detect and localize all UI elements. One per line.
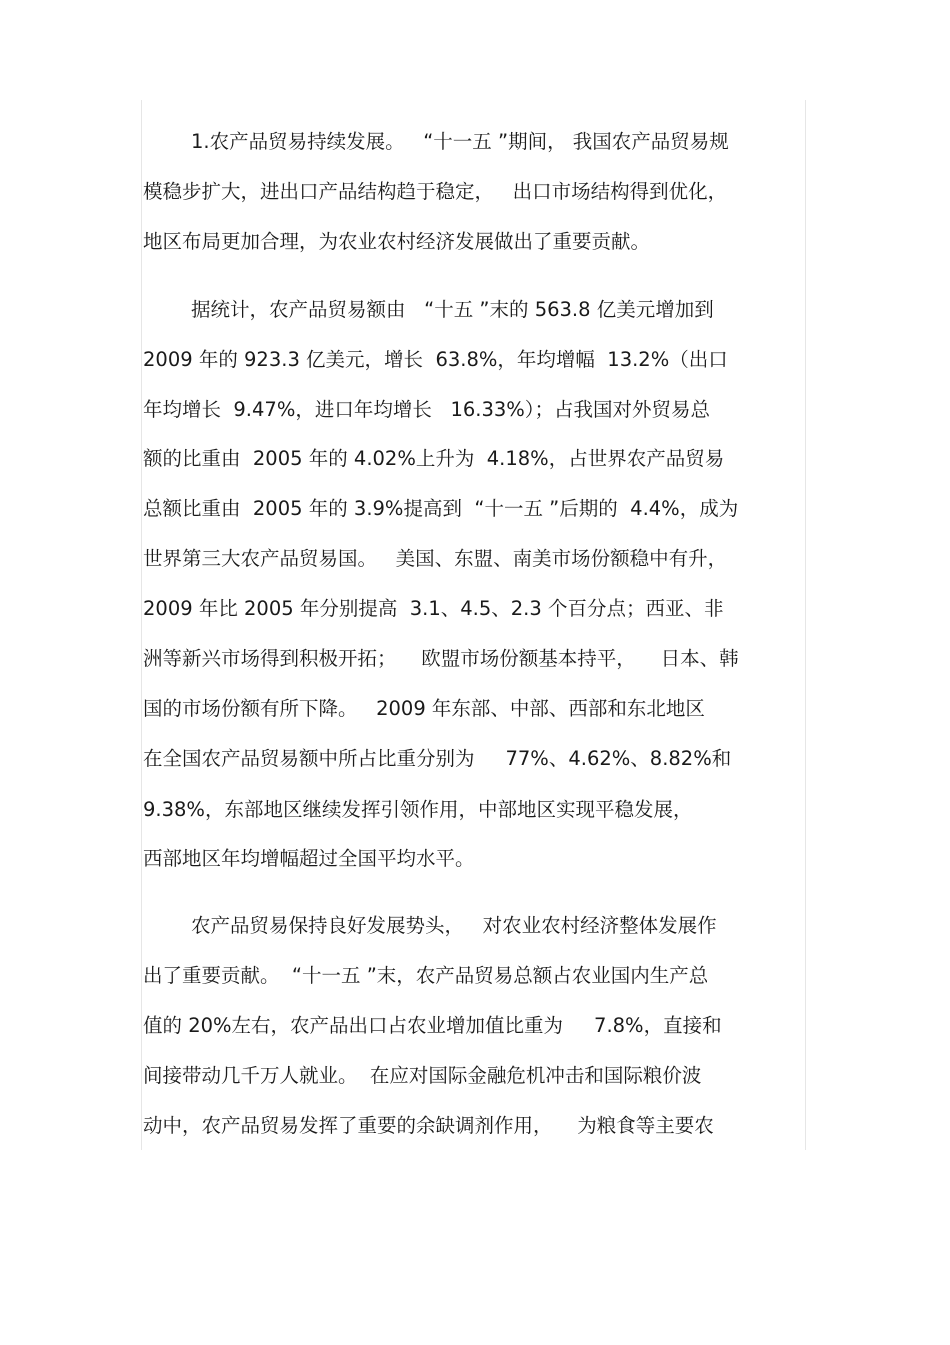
text-line: 国的市场份额有所下降。 2009 年东部、中部、西部和东北地区: [143, 697, 705, 720]
text-line: 2009 年的 923.3 亿美元，增长 63.8%，年均增幅 13.2%（出口: [143, 348, 728, 371]
text-line: 1.农产品贸易持续发展。 “十一五 ”期间， 我国农产品贸易规: [191, 130, 729, 153]
text-line: 值的 20%左右，农产品出口占农业增加值比重为 7.8%，直接和: [143, 1014, 722, 1037]
text-line: 9.38%，东部地区继续发挥引领作用，中部地区实现平稳发展，: [143, 798, 693, 821]
right-margin-rule: [805, 100, 806, 1150]
text-line: 年均增长 9.47%，进口年均增长 16.33%）；占我国对外贸易总: [143, 398, 711, 421]
text-line: 据统计，农产品贸易额由 “十五 ”末的 563.8 亿美元增加到: [191, 298, 714, 321]
text-line: 动中，农产品贸易发挥了重要的余缺调剂作用， 为粮食等主要农: [143, 1114, 714, 1137]
text-line: 在全国农产品贸易额中所占比重分别为 77%、4.62%、8.82%和: [143, 747, 732, 770]
text-line: 西部地区年均增幅超过全国平均水平。: [143, 847, 475, 870]
text-line: 出了重要贡献。 “十一五 ”末，农产品贸易总额占农业国内生产总: [143, 964, 709, 987]
text-line: 世界第三大农产品贸易国。 美国、东盟、南美市场份额稳中有升，: [143, 547, 728, 570]
text-line: 地区布局更加合理，为农业农村经济发展做出了重要贡献。: [143, 230, 651, 253]
text-line: 总额比重由 2005 年的 3.9%提高到 “十一五 ”后期的 4.4%，成为: [143, 497, 739, 520]
text-line: 间接带动几千万人就业。 在应对国际金融危机冲击和国际粮价波: [143, 1064, 702, 1087]
text-line: 2009 年比 2005 年分别提高 3.1、4.5、2.3 个百分点；西亚、非: [143, 597, 724, 620]
text-line: 洲等新兴市场得到积极开拓； 欧盟市场份额基本持平， 日本、韩: [143, 647, 739, 670]
text-line: 农产品贸易保持良好发展势头， 对农业农村经济整体发展作: [191, 914, 717, 937]
text-line: 额的比重由 2005 年的 4.02%上升为 4.18%，占世界农产品贸易: [143, 447, 725, 470]
text-line: 模稳步扩大，进出口产品结构趋于稳定， 出口市场结构得到优化，: [143, 180, 728, 203]
left-margin-rule: [141, 100, 142, 1150]
